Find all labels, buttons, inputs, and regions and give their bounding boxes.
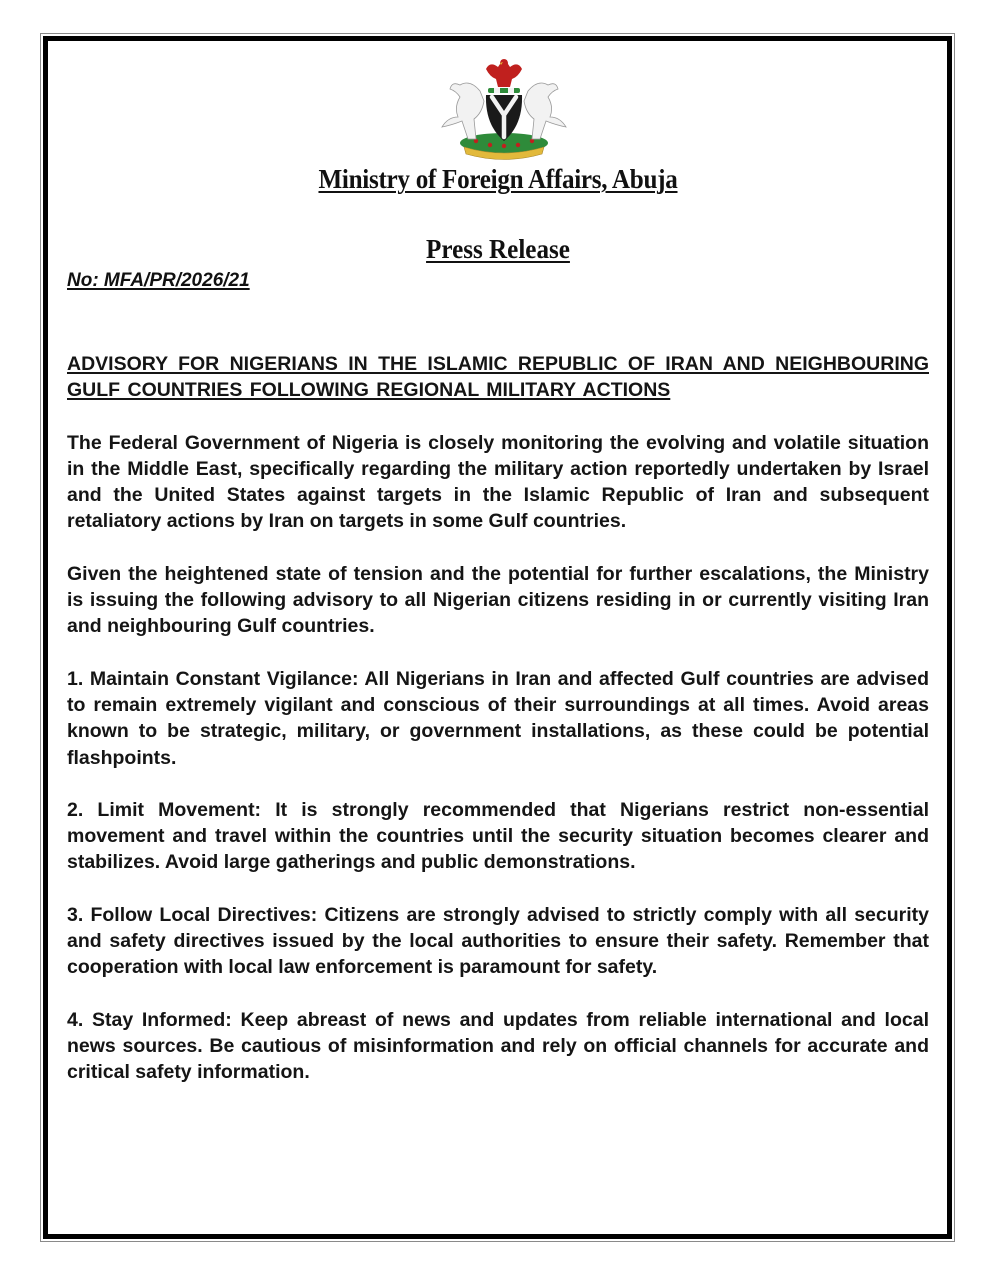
- reference-number: No: MFA/PR/2026/21: [67, 270, 250, 291]
- advisory-item-movement: 2. Limit Movement: It is strongly recommended that Nigerians restrict non-essential movement and travel within the countries until the security situation becomes clearer and stabilizes. Avoid large gatherings and public demonstrations.: [67, 798, 929, 874]
- intro-paragraph: The Federal Government of Nigeria is closely monitoring the evolving and volatile situation in the Middle East, specifically regarding the military action reportedly undertaken by Israel and the United States against targets in the Islamic Republic of Iran and subsequent retaliatory actions by Iran on targets in some Gulf countries.: [67, 431, 929, 533]
- context-paragraph: Given the heightened state of tension and the potential for further escalations, the Ministry is issuing the following advisory to all Nigerian citizens residing in or currently visiting Iran and neighbouring Gulf countries.: [67, 562, 929, 638]
- press-release-body: [67, 351, 929, 1112]
- advisory-heading: ADVISORY FOR NIGERIANS IN THE ISLAMIC REPUBLIC OF IRAN AND NEIGHBOURING GULF COUNTRIES FOLLOWING REGIONAL MILITARY ACTIONS: [67, 353, 929, 402]
- advisory-item-informed: 4. Stay Informed: Keep abreast of news and updates from reliable international and local news sources. Be cautious of misinformation and rely on official channels for accurate and critical safety information.: [67, 1008, 929, 1084]
- document-type-title: Press Release: [426, 234, 570, 264]
- ministry-title: Ministry of Foreign Affairs, Abuja: [318, 164, 678, 194]
- advisory-item-vigilance: 1. Maintain Constant Vigilance: All Nigerians in Iran and affected Gulf countries are advised to remain extremely vigilant and conscious of their surroundings at all times. Avoid areas known to be strategic, military, or government installations, as these could be potential flashpoints.: [67, 667, 929, 769]
- coat-of-arms-icon: [430, 55, 578, 161]
- advisory-item-directives: 3. Follow Local Directives: Citizens are strongly advised to strictly comply with all security and safety directives issued by the local authorities to ensure their safety. Remember that cooperation with local law enforcement is paramount for safety.: [67, 903, 929, 979]
